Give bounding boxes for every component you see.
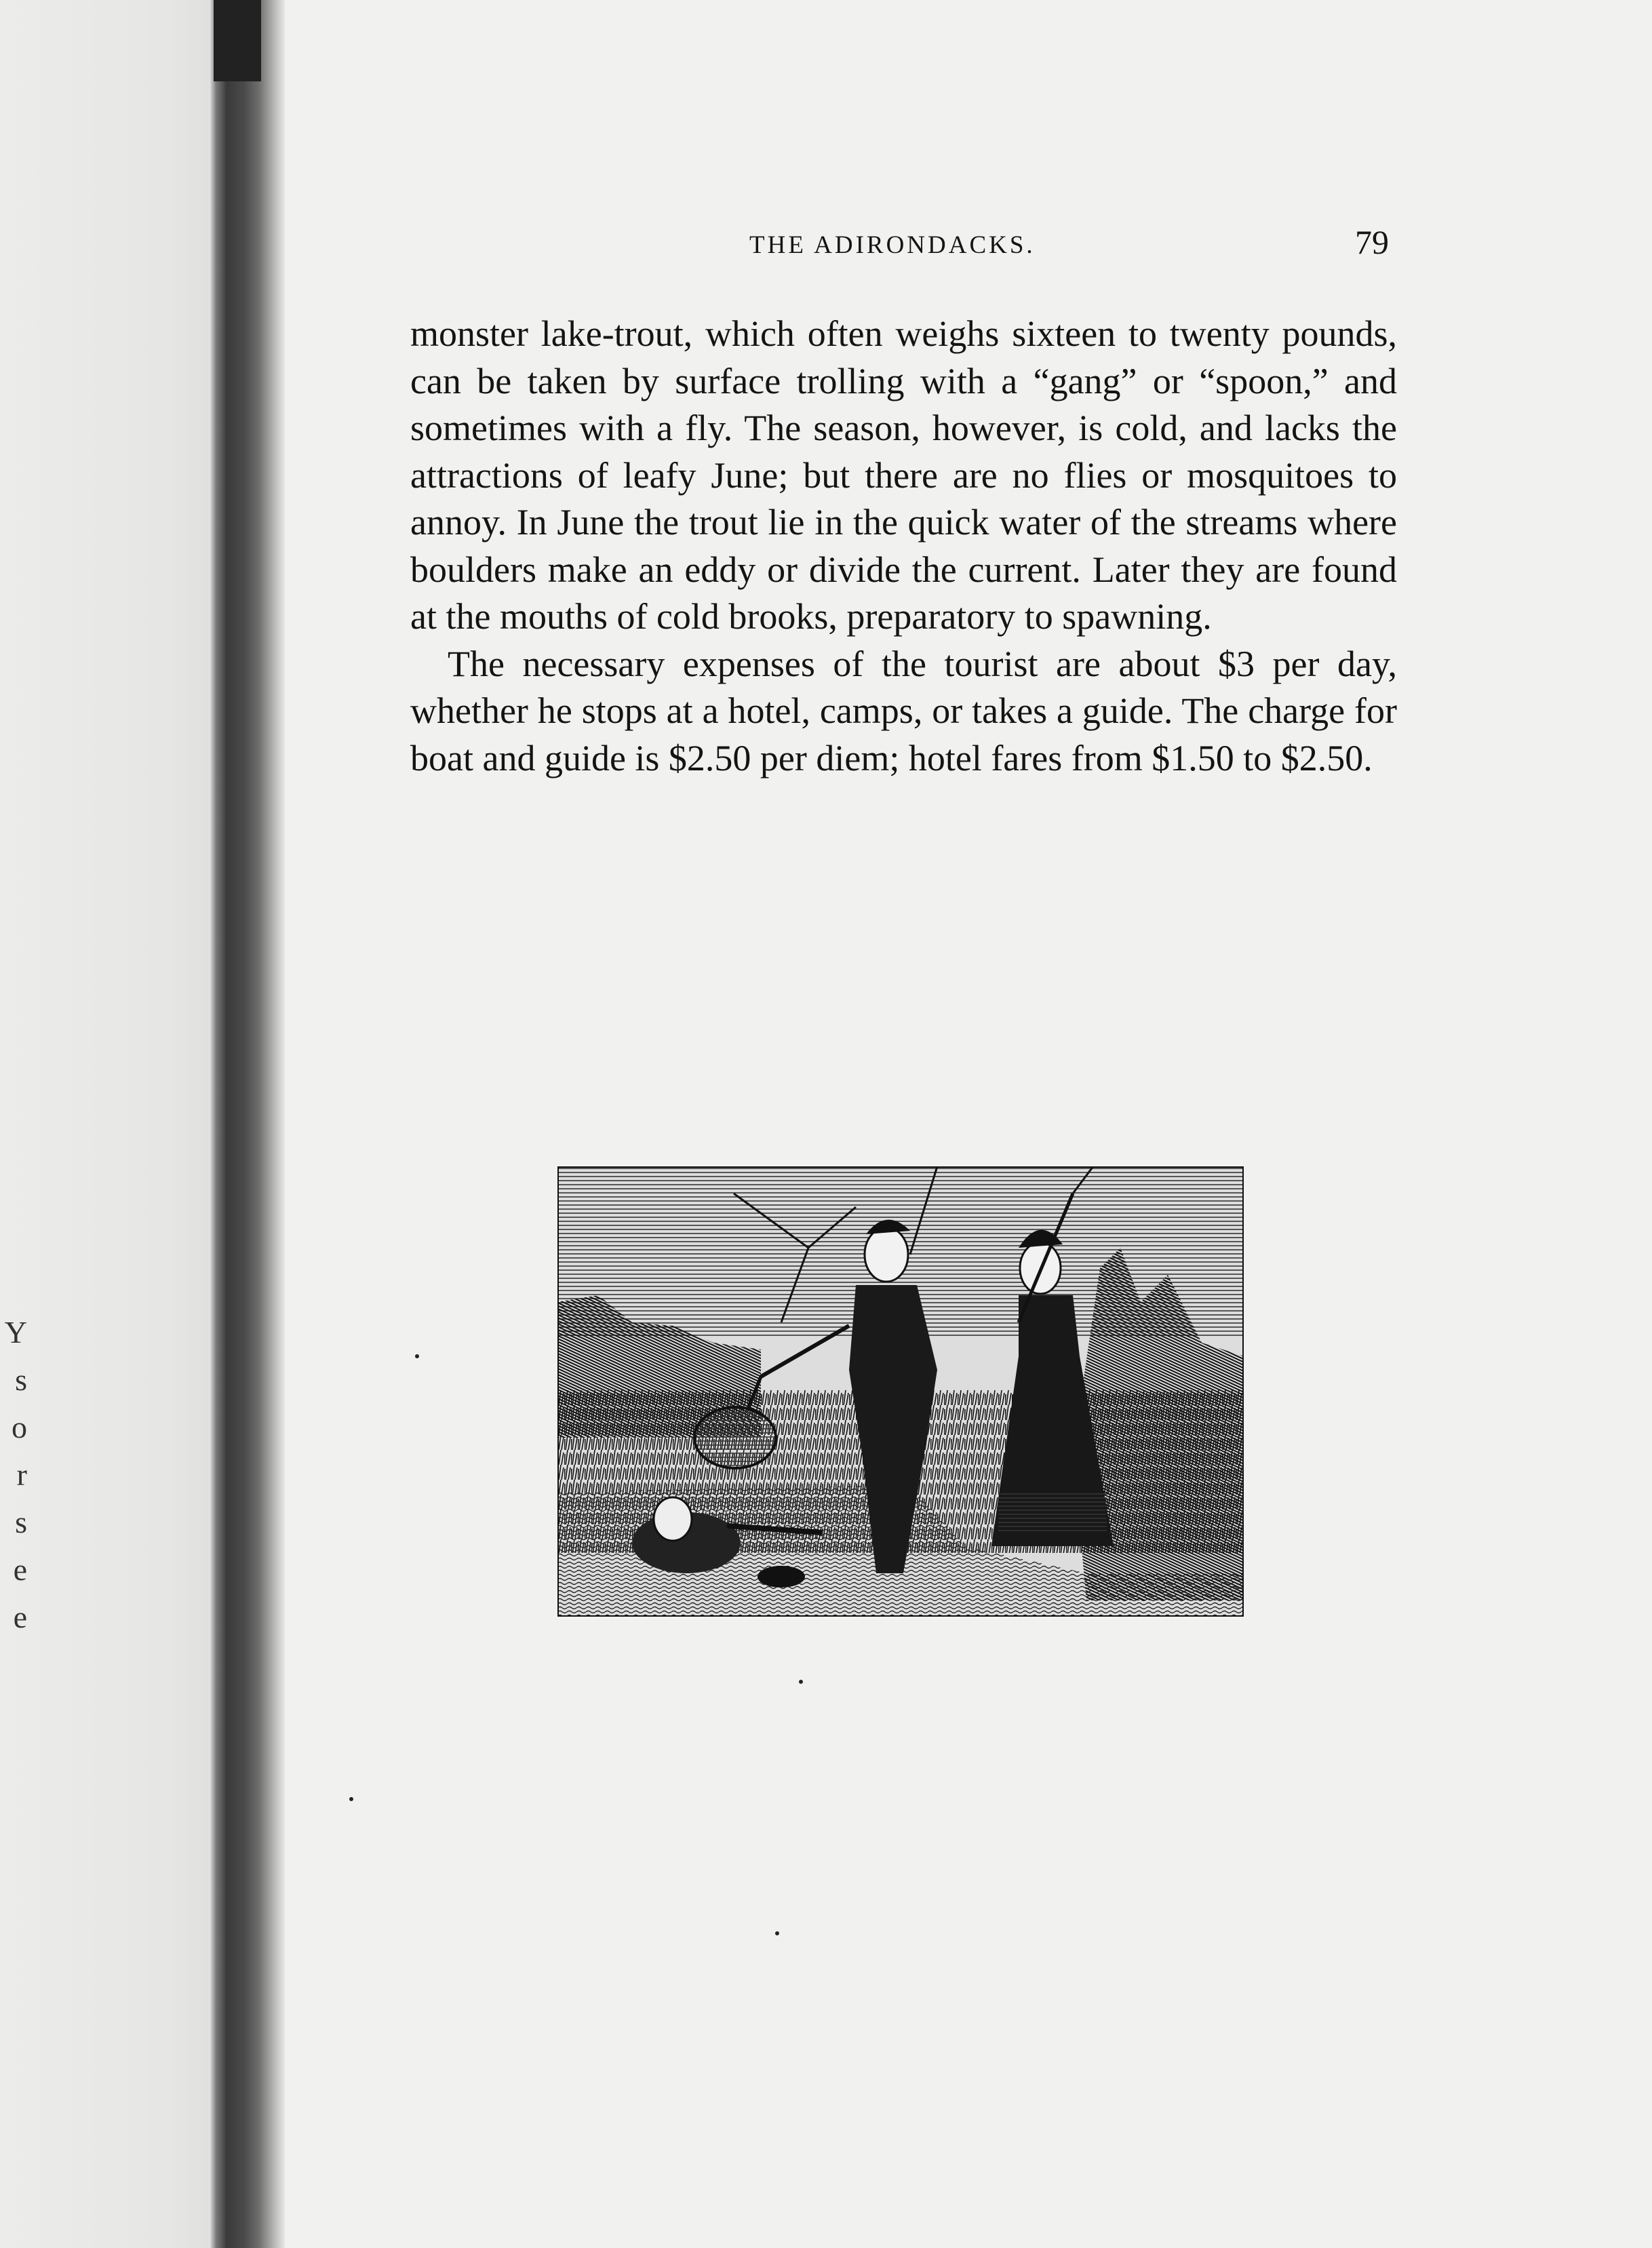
bleed-char: s	[15, 1505, 27, 1539]
fishing-scene-engraving	[557, 1166, 1244, 1617]
paragraph: monster lake-trout, which often weighs sixteen to twenty pounds, can be taken by surface trolling with a “gang” or “spoon,” and sometimes with a fly. The season, however, is cold, and lacks the attractions of leafy June; but there are no flies or mosquitoes to annoy. In June the trout lie in the quick water of the streams where boulders make an eddy or divide the current. Later they are found at the mouths of cold brooks, preparatory to spawning.	[410, 313, 1397, 637]
book-gutter-shadow	[210, 0, 285, 2248]
bleed-char: Y	[4, 1315, 27, 1349]
paper-speck	[799, 1680, 803, 1684]
paper-speck	[775, 1931, 779, 1935]
running-header: THE ADIRONDACKS.	[749, 231, 1036, 259]
engraving-illustration	[557, 1166, 1244, 1617]
bleed-char: s	[15, 1362, 27, 1397]
gutter-dark-edge	[214, 0, 261, 81]
facing-page-bleed-text	[0, 1309, 41, 1641]
facing-page	[0, 0, 237, 2248]
page-number: 79	[1355, 223, 1389, 261]
bleed-char: o	[12, 1410, 27, 1444]
paper-speck	[349, 1797, 353, 1801]
bleed-char: r	[16, 1457, 27, 1492]
bleed-char: e	[13, 1600, 27, 1634]
paragraph: The necessary expenses of the tourist are about $3 per day, whether he stops at a hotel, camps, or takes a guide. The charge for boat and guide is $2.50 per diem; hotel fares from $1.50 to $2.50.	[410, 643, 1397, 778]
page-body	[410, 311, 1397, 782]
paper-speck	[415, 1354, 419, 1358]
bleed-char: e	[13, 1552, 27, 1587]
